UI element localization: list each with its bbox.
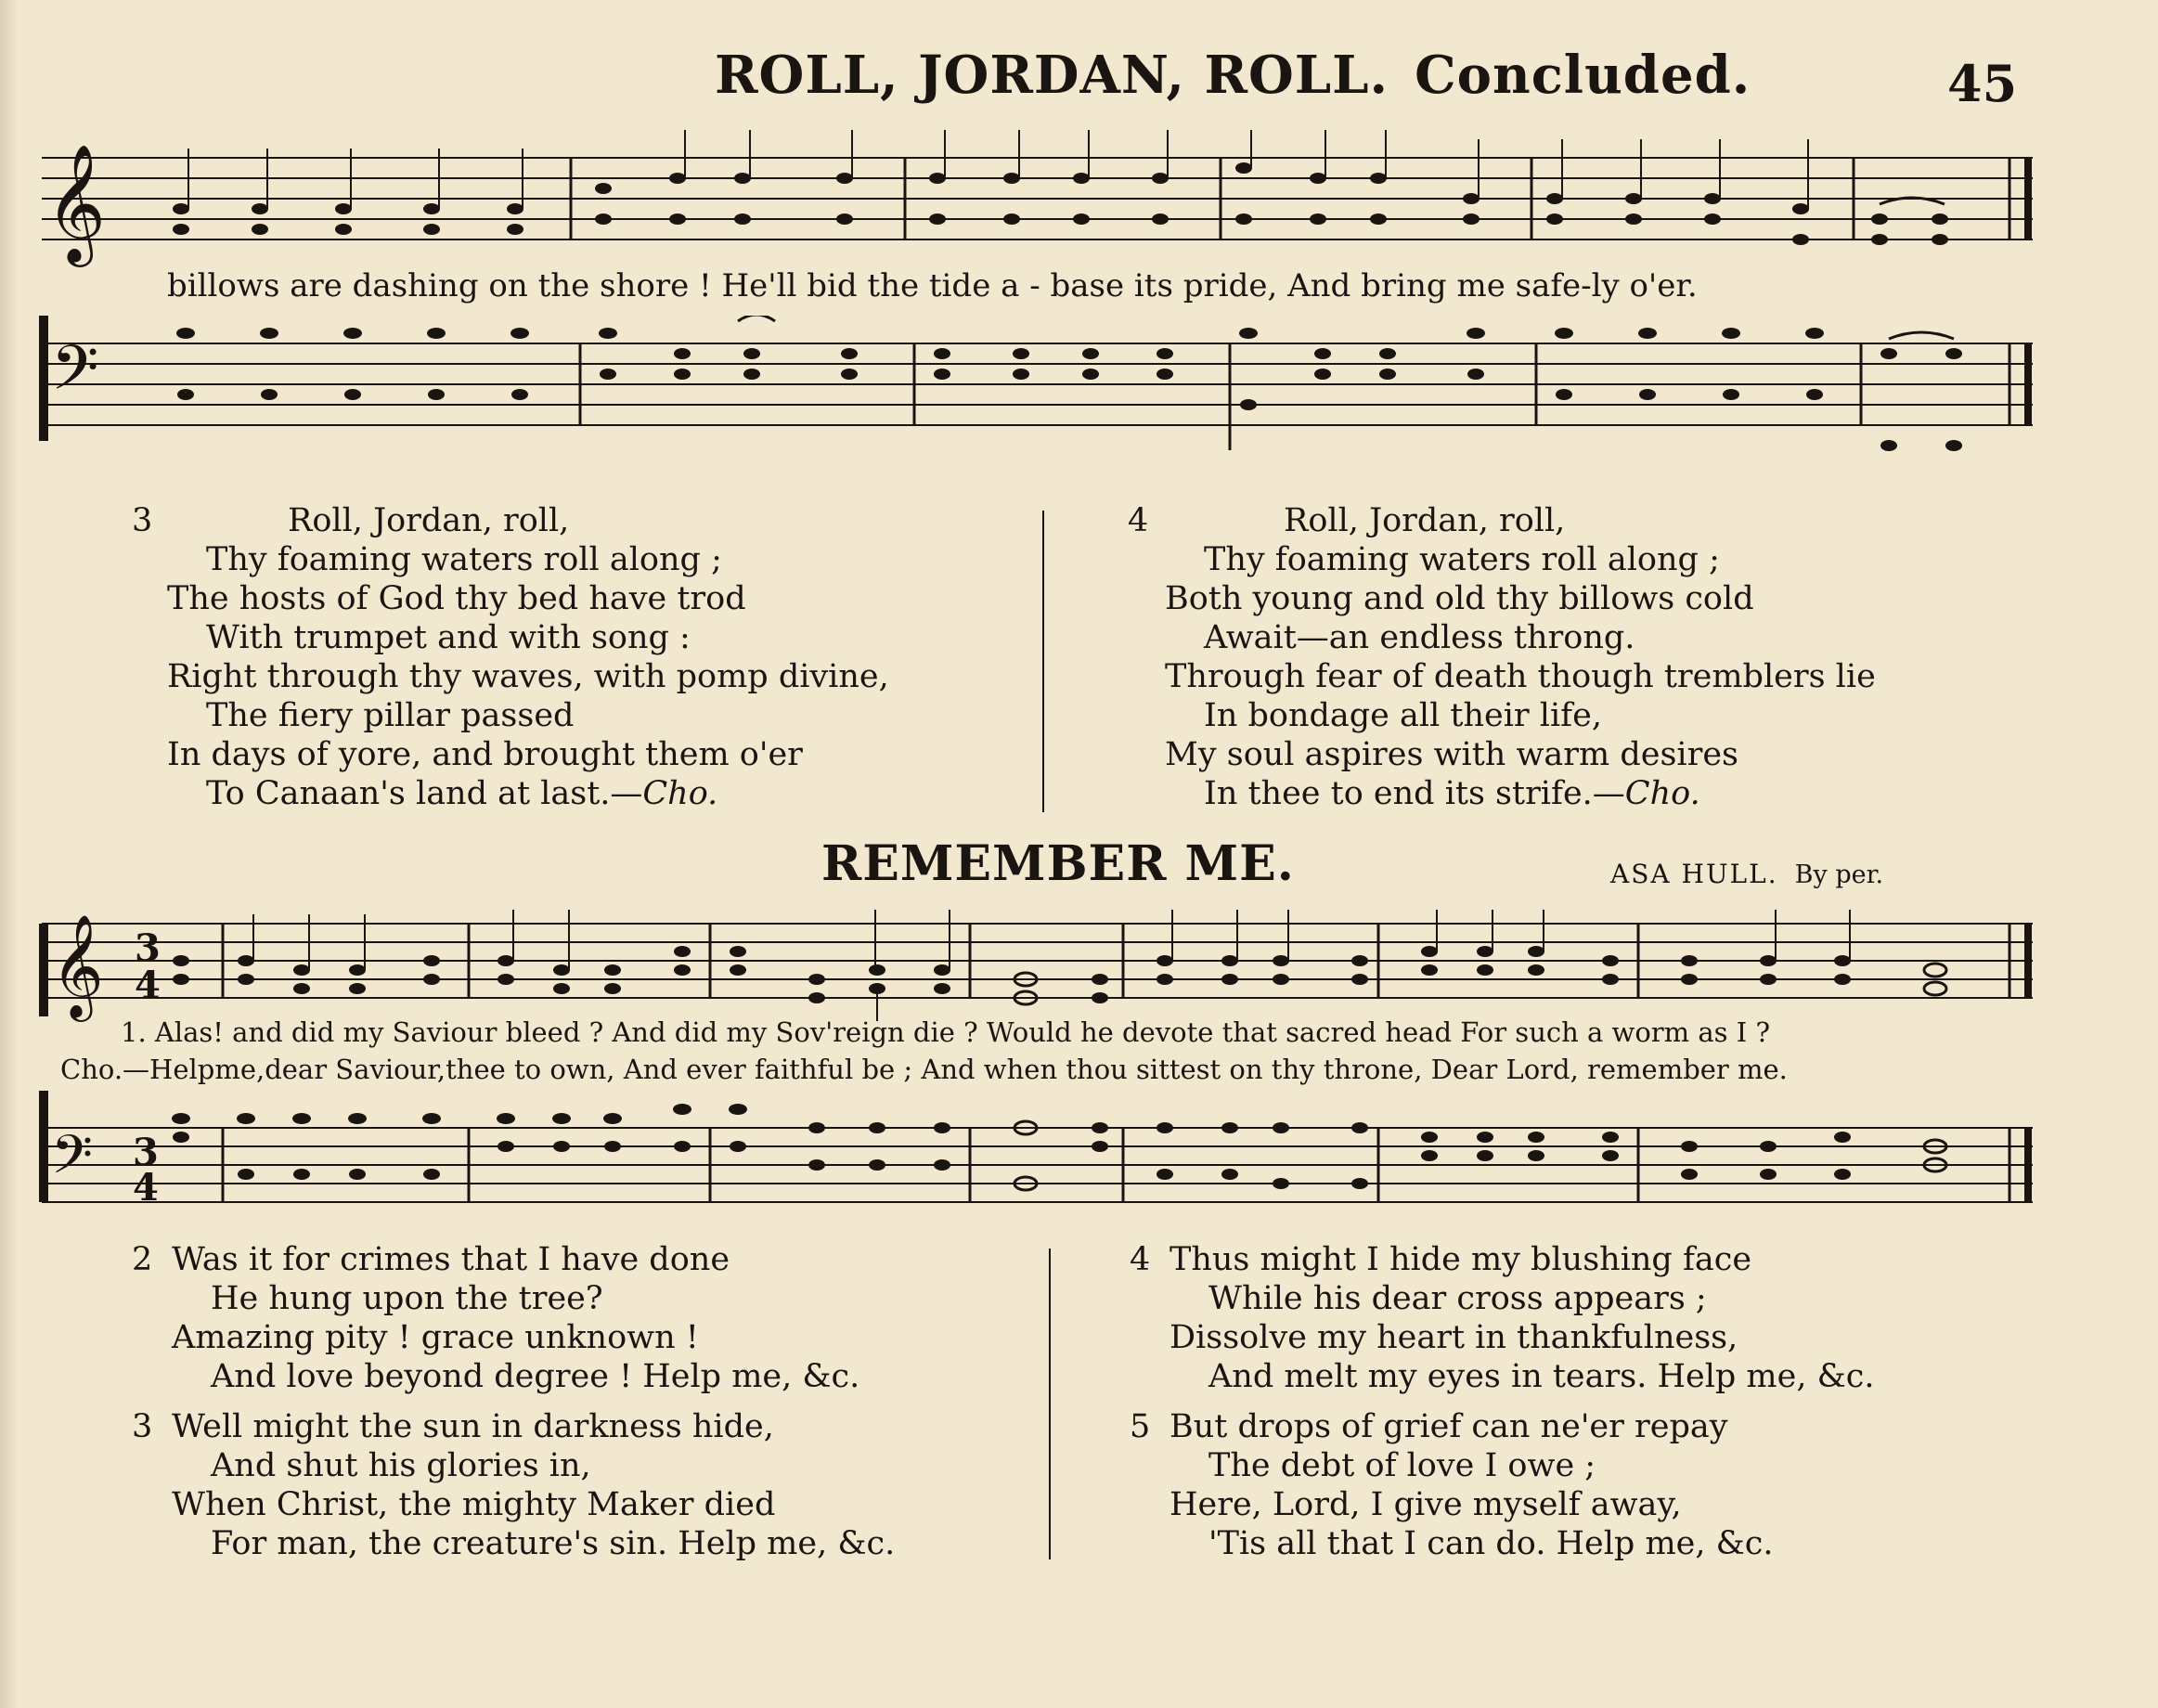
verse-line: Thy foaming waters roll along ;: [206, 541, 722, 578]
verse-line: While his dear cross appears ;: [1208, 1280, 1707, 1317]
verse-number: 2: [132, 1241, 153, 1278]
verse-line: In bondage all their life,: [1204, 697, 1602, 734]
verse-line: For man, the creature's sin. Help me, &c.: [211, 1525, 896, 1562]
verse-number: 4: [1128, 502, 1149, 539]
page-number: 45: [1947, 54, 2018, 113]
verse-line: Well might the sun in darkness hide,: [172, 1408, 774, 1445]
verse-line: Thy foaming waters roll along ;: [1204, 541, 1720, 578]
permission-note: By per.: [1794, 860, 1884, 889]
verse-line: Thus might I hide my blushing face: [1169, 1241, 1752, 1278]
verse-line: Right through thy waves, with pomp divine,: [167, 658, 889, 695]
verse-line: Roll, Jordan, roll,: [1284, 502, 1566, 539]
verse-number: 4: [1130, 1241, 1151, 1278]
column-divider: [1042, 511, 1044, 812]
verse-line: And shut his glories in,: [211, 1447, 591, 1484]
song2-lyric-line1: 1. Alas! and did my Saviour bleed ? And did my Sov'reign die ? Would he devote that sacred head For such a worm as I ?: [121, 1016, 1770, 1048]
verse-line: Amazing pity ! grace unknown !: [172, 1319, 699, 1356]
svg-text:𝄞: 𝄞: [45, 143, 107, 262]
svg-text:3: 3: [133, 1131, 159, 1174]
song1-lyric-line: billows are dashing on the shore ! He'll bid the tide a - base its pride, And bring me safe-ly o'er.: [167, 267, 1698, 304]
verse-number: 3: [132, 1408, 153, 1445]
verse-line: Was it for crimes that I have done: [172, 1241, 730, 1278]
verse-line: My soul aspires with warm desires: [1165, 736, 1739, 773]
verse-line: He hung upon the tree?: [211, 1280, 603, 1317]
title-suffix: Concluded.: [1415, 45, 1751, 106]
svg-text:4: 4: [135, 964, 161, 1007]
bass-staff-song1: [23, 316, 2042, 478]
verse-number: 3: [132, 502, 153, 539]
treble-staff-graphic: [23, 130, 2042, 269]
column-divider: [1049, 1249, 1051, 1559]
song2-verse2: [132, 1240, 860, 1396]
verse-line: In days of yore, and brought them o'er: [167, 736, 803, 773]
song2-verse3: [132, 1407, 896, 1563]
verse-line-last: [167, 774, 889, 813]
verse-line: Through fear of death though tremblers lie: [1165, 658, 1876, 695]
svg-text:𝄞: 𝄞: [51, 913, 104, 1017]
verse-line: Await—an endless throng.: [1204, 619, 1635, 656]
bass-staff-graphic: [23, 1091, 2042, 1230]
song-title: ROLL, JORDAN, ROLL.: [715, 45, 1389, 106]
svg-text:3: 3: [135, 926, 161, 970]
song2-author: [1610, 859, 1883, 889]
song2-verse4: [1130, 1240, 1875, 1396]
song2-verse5: [1130, 1407, 1774, 1563]
verse-line-last: [1165, 774, 1876, 813]
svg-text:𝄢: 𝄢: [51, 332, 99, 419]
svg-text:4: 4: [133, 1166, 159, 1210]
song2-title: REMEMBER ME.: [821, 835, 1295, 892]
treble-staff-graphic: [23, 905, 2042, 1026]
song1-verse3: [132, 501, 889, 813]
verse-number: 5: [1130, 1408, 1151, 1445]
verse-line: And melt my eyes in tears. Help me, &c.: [1208, 1358, 1875, 1395]
verse-line: The hosts of God thy bed have trod: [167, 580, 746, 617]
verse-line: 'Tis all that I can do. Help me, &c.: [1208, 1525, 1774, 1562]
verse-line: Here, Lord, I give myself away,: [1169, 1486, 1682, 1523]
page-binding-edge: [0, 0, 17, 1708]
verse-line-text: In thee to end its strife.—: [1204, 775, 1625, 812]
chorus-marker: Cho.: [1624, 775, 1700, 812]
bass-staff-song2: [23, 1091, 2042, 1230]
verse-line-text: To Canaan's land at last.—: [206, 775, 643, 812]
bass-staff-graphic: [23, 316, 2042, 478]
verse-line: When Christ, the mighty Maker died: [172, 1486, 776, 1523]
verse-line: And love beyond degree ! Help me, &c.: [211, 1358, 860, 1395]
treble-staff-song2: [23, 905, 2042, 1026]
svg-text:𝄢: 𝄢: [51, 1123, 94, 1199]
song1-verse4: [1128, 501, 1876, 813]
chorus-marker: Cho.: [642, 775, 718, 812]
verse-line: The debt of love I owe ;: [1208, 1447, 1596, 1484]
verse-line: Both young and old thy billows cold: [1165, 580, 1754, 617]
page-title: [715, 45, 1751, 106]
treble-staff-song1: [23, 130, 2042, 269]
composer-name: ASA HULL.: [1610, 859, 1778, 889]
verse-line: With trumpet and with song :: [206, 619, 691, 656]
verse-line: Roll, Jordan, roll,: [288, 502, 570, 539]
song2-lyric-chorus: Cho.—Helpme,dear Saviour,thee to own, And ever faithful be ; And when thou sittest on thy throne, Dear Lord, remember me.: [60, 1054, 1788, 1085]
verse-line: Dissolve my heart in thankfulness,: [1169, 1319, 1738, 1356]
verse-line: The fiery pillar passed: [206, 697, 575, 734]
verse-line: But drops of grief can ne'er repay: [1169, 1408, 1728, 1445]
